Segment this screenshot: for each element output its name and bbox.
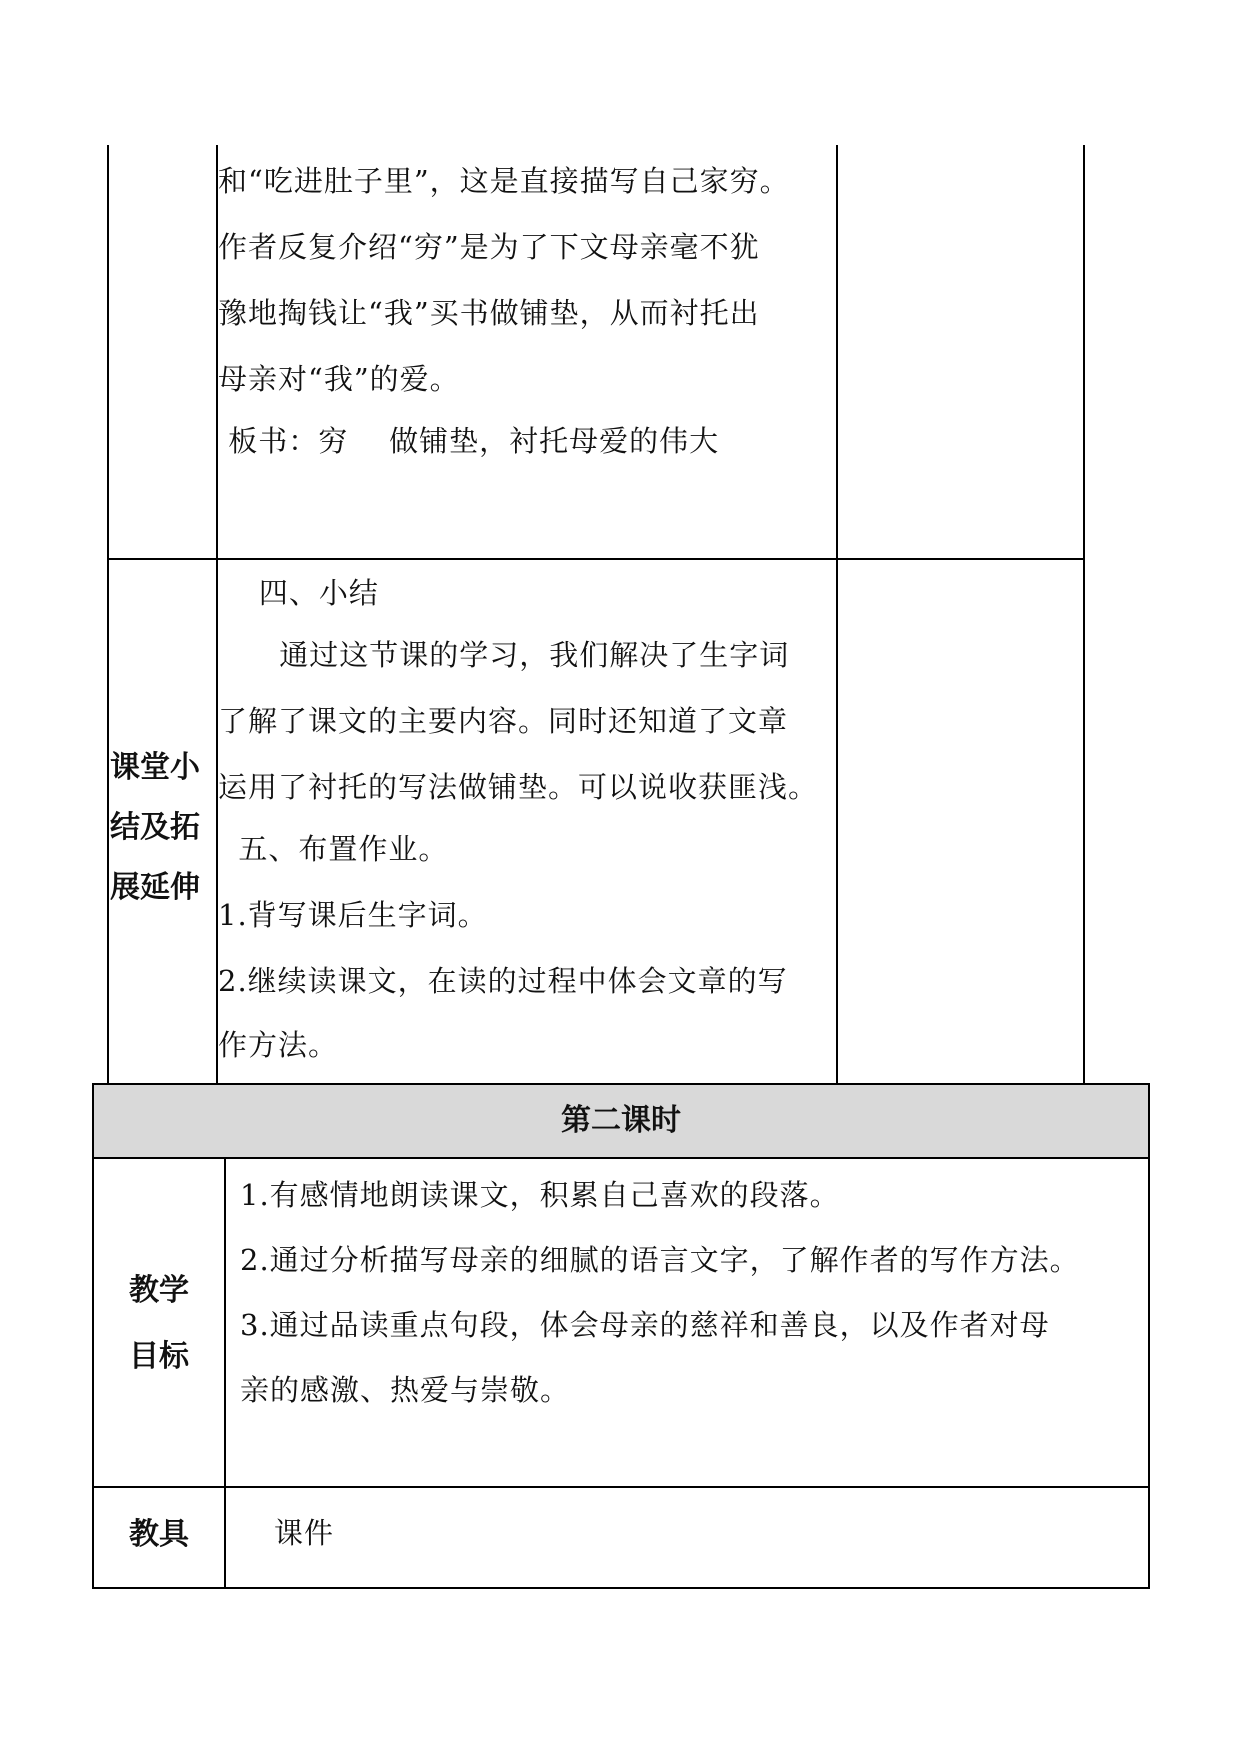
objective-item: 1.有感情地朗读课文，积累自己喜欢的段落。 bbox=[240, 1178, 840, 1212]
objectives-label-line: 目标 bbox=[129, 1339, 189, 1374]
continuation-line: 作者反复介绍“穷”是为了下文母亲毫不犹 bbox=[218, 230, 760, 264]
summary-line: 2.继续读课文，在读的过程中体会文章的写 bbox=[218, 964, 788, 998]
summary-line: 作方法。 bbox=[218, 1028, 339, 1062]
summary-line: 通过这节课的学习，我们解决了生字词 bbox=[218, 638, 790, 672]
continuation-line: 母亲对“我”的爱。 bbox=[218, 362, 460, 396]
summary-line: 五、布置作业。 bbox=[218, 832, 449, 866]
objective-item: 亲的感激、热爱与崇敬。 bbox=[240, 1373, 571, 1407]
objective-item: 3.通过品读重点句段，体会母亲的慈祥和善良，以及作者对母 bbox=[240, 1308, 1050, 1342]
board-note: 板书：穷 做铺垫，衬托母爱的伟大 bbox=[218, 424, 720, 458]
objective-item: 2.通过分析描写母亲的细腻的语言文字，了解作者的写作方法。 bbox=[240, 1243, 1080, 1277]
lesson-two-table bbox=[92, 1083, 1150, 1589]
summary-line: 1.背写课后生字词。 bbox=[218, 898, 488, 932]
tools-label: 教具 bbox=[129, 1517, 189, 1552]
table-border-col2 bbox=[836, 145, 838, 1083]
table-border-col bbox=[224, 1159, 226, 1587]
table-border-left bbox=[107, 145, 109, 1083]
summary-line: 四、小结 bbox=[218, 576, 379, 610]
continuation-line: 和“吃进肚子里”，这是直接描写自己家穷。 bbox=[218, 164, 790, 198]
summary-label: 课堂小结及拓展延伸 bbox=[110, 750, 200, 905]
lesson-two-header: 第二课时 bbox=[94, 1085, 1148, 1159]
tools-value: 课件 bbox=[274, 1516, 335, 1550]
objectives-label-line: 教学 bbox=[129, 1273, 189, 1308]
summary-line: 了解了课文的主要内容。同时还知道了文章 bbox=[218, 704, 789, 738]
continuation-line: 豫地掏钱让“我”买书做铺垫，从而衬托出 bbox=[218, 296, 760, 330]
table-border-right bbox=[1083, 145, 1085, 1083]
summary-line: 运用了衬托的写法做铺垫。可以说收获匪浅。 bbox=[218, 770, 819, 804]
table-row-divider bbox=[94, 1486, 1148, 1488]
